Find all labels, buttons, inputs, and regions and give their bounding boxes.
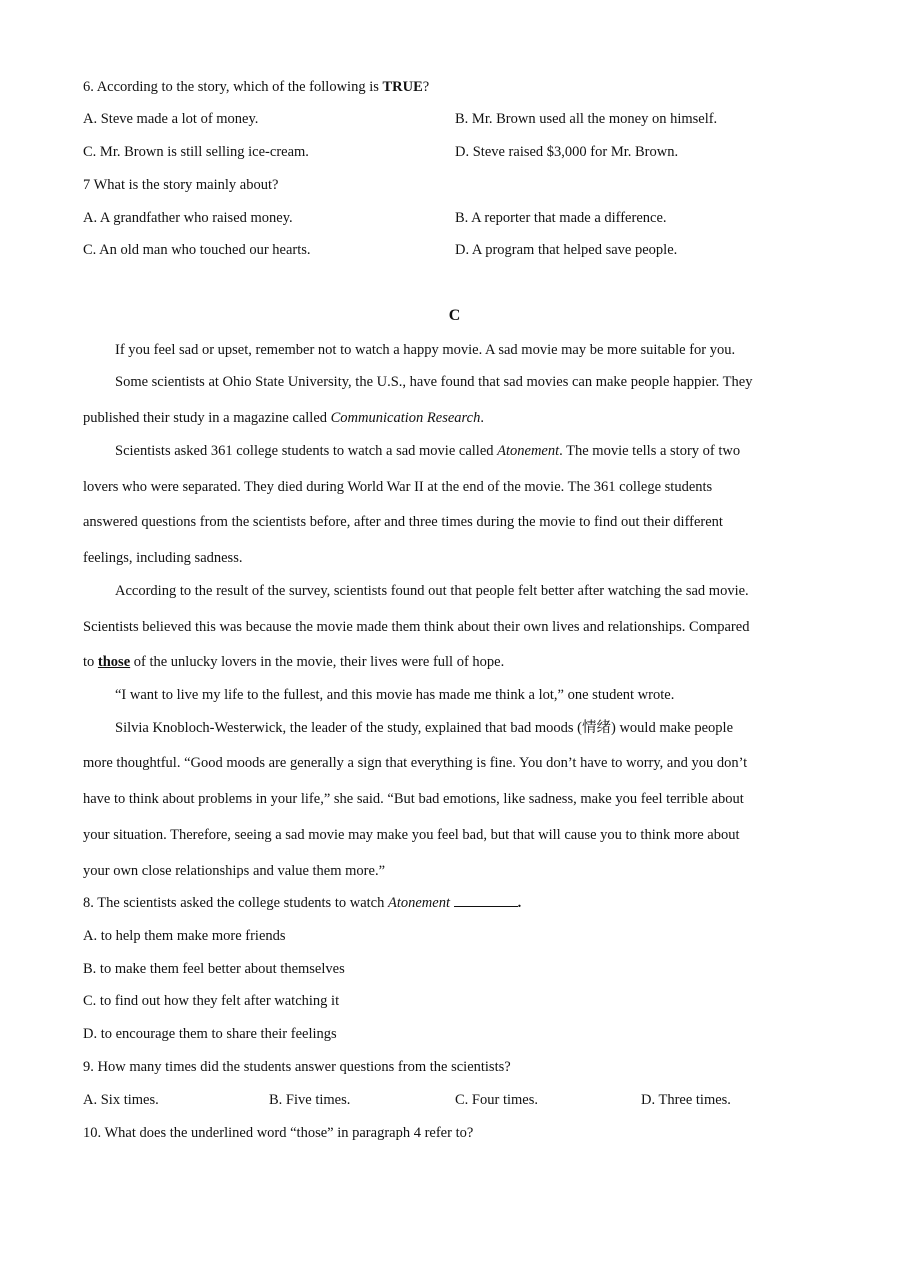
question-7-option-c: C. An old man who touched our hearts.: [83, 242, 311, 258]
passage-paragraph-2-line-2: published their study in a magazine called Communication Research.: [83, 410, 484, 426]
question-7-option-d: D. A program that helped save people.: [455, 242, 678, 258]
question-7-option-b: B. A reporter that made a difference.: [455, 210, 667, 226]
passage-paragraph-3-line-3: answered questions from the scientists before, after and three times during the movie to find out their different: [83, 514, 723, 530]
movie-title: Atonement: [497, 443, 560, 459]
passage-paragraph-4-line-3: to those of the unlucky lovers in the movie, their lives were full of hope.: [83, 654, 505, 670]
question-6-stem: 6. According to the story, which of the following is TRUE?: [83, 79, 430, 95]
passage-paragraph-3-line-1: Scientists asked 361 college students to watch a sad movie called Atonement. The movie tells a story of two: [115, 443, 741, 459]
passage-paragraph-1: If you feel sad or upset, remember not to watch a happy movie. A sad movie may be more suitable for you.: [115, 342, 736, 358]
question-9-option-a: A. Six times.: [83, 1092, 159, 1108]
question-10-stem: 10. What does the underlined word “those” in paragraph 4 refer to?: [83, 1125, 474, 1141]
question-7-stem: 7 What is the story mainly about?: [83, 177, 279, 193]
question-8-option-c: C. to find out how they felt after watching it: [83, 993, 340, 1009]
magazine-title: Communication Research: [330, 410, 481, 426]
question-7-option-a: A. A grandfather who raised money.: [83, 210, 293, 226]
passage-paragraph-6-line-3: have to think about problems in your life,” she said. “But bad emotions, like sadness, make you feel terrible about: [83, 791, 744, 807]
passage-paragraph-6-line-2: more thoughtful. “Good moods are generally a sign that everything is fine. You don’t have to worry, and you don’t: [83, 755, 748, 771]
question-6-option-d: D. Steve raised $3,000 for Mr. Brown.: [455, 144, 679, 160]
passage-paragraph-3-line-2: lovers who were separated. They died during World War II at the end of the movie. The 361 college students: [83, 479, 713, 495]
question-6-option-a: A. Steve made a lot of money.: [83, 111, 259, 127]
question-8-option-d: D. to encourage them to share their feelings: [83, 1026, 337, 1042]
passage-paragraph-6-line-1: Silvia Knobloch-Westerwick, the leader of the study, explained that bad moods (情绪) would make people: [115, 720, 734, 736]
passage-paragraph-4-line-2: Scientists believed this was because the movie made them think about their own lives and relationships. Compared: [83, 619, 750, 635]
passage-paragraph-5: “I want to live my life to the fullest, and this movie has made me think a lot,” one student wrote.: [115, 687, 675, 703]
question-9-stem: 9. How many times did the students answer questions from the scientists?: [83, 1059, 511, 1075]
passage-paragraph-6-line-5: your own close relationships and value them more.”: [83, 863, 386, 879]
passage-paragraph-6-line-4: your situation. Therefore, seeing a sad movie may make you feel bad, but that will cause you to think more about: [83, 827, 740, 843]
passage-paragraph-2-line-1: Some scientists at Ohio State University, the U.S., have found that sad movies can make people happier. They: [115, 374, 753, 390]
passage-heading: C: [448, 307, 461, 324]
question-8-option-a: A. to help them make more friends: [83, 928, 286, 944]
underlined-word-those: those: [97, 654, 131, 670]
question-6-option-b: B. Mr. Brown used all the money on himself.: [455, 111, 718, 127]
question-8-stem: 8. The scientists asked the college students to watch Atonement .: [83, 895, 522, 911]
passage-paragraph-4-line-1: According to the result of the survey, scientists found out that people felt better after watching the sad movie.: [115, 583, 749, 599]
question-6-option-c: C. Mr. Brown is still selling ice-cream.: [83, 144, 309, 160]
question-9-option-d: D. Three times.: [641, 1092, 731, 1108]
question-9-option-c: C. Four times.: [455, 1092, 538, 1108]
answer-blank: [454, 894, 518, 907]
passage-paragraph-3-line-4: feelings, including sadness.: [83, 550, 243, 566]
question-8-option-b: B. to make them feel better about themselves: [83, 961, 345, 977]
question-9-option-b: B. Five times.: [269, 1092, 351, 1108]
